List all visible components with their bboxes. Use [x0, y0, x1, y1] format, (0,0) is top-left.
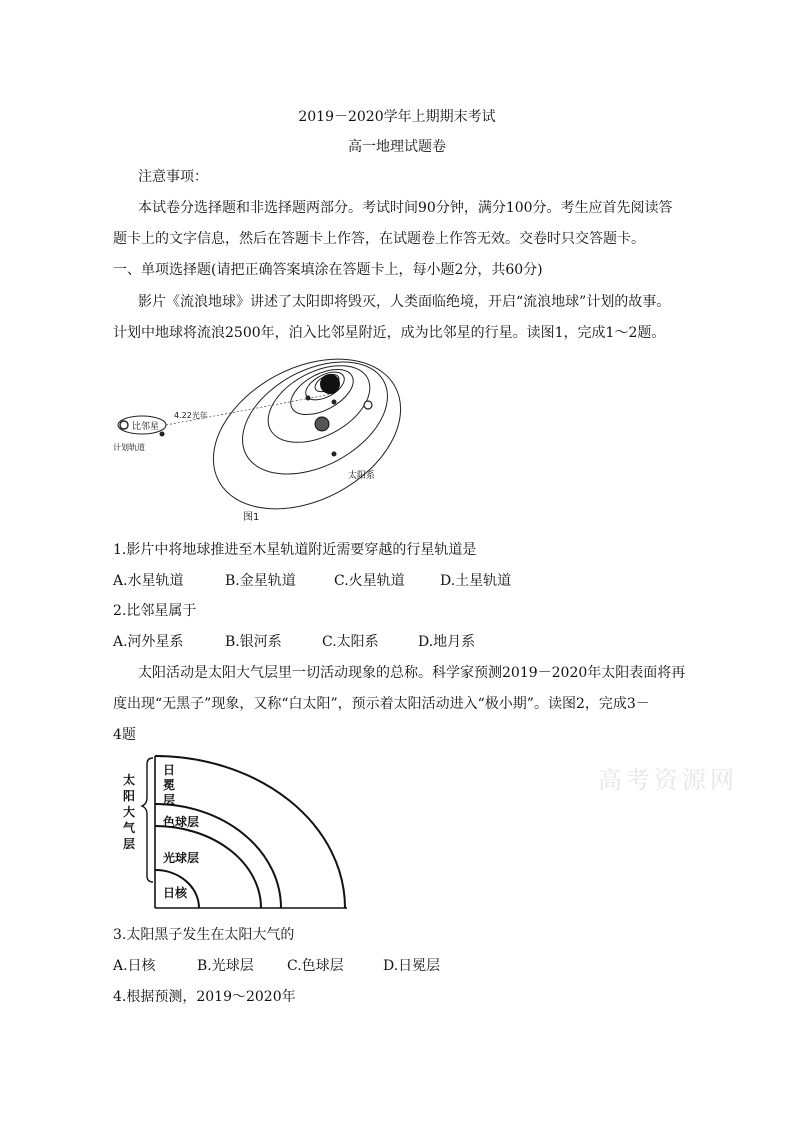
notice-line-1: 本试卷分选择题和非选择题两部分。考试时间90分钟，满分100分。考生应首先阅读答	[138, 200, 673, 216]
corona-label-char-2: 冕	[163, 778, 176, 792]
question-2-option-b: B.银河系	[225, 634, 282, 650]
atmosphere-label-char-1: 太	[123, 773, 136, 787]
exam-title: 2019－2020学年上期期末考试	[298, 109, 496, 125]
passage-2-line-2: 度出现“无黑子”现象，又称“白太阳”，预示着太阳活动进入“极小期”。读图2，完成3－	[113, 696, 650, 712]
passage-2-line-1: 太阳活动是太阳大气层里一切活动现象的总称。科学家预测2019－2020年太阳表面将再	[138, 665, 686, 681]
question-3-option-b: B.光球层	[197, 958, 254, 974]
core-label: 日核	[163, 886, 188, 900]
earth-on-orbit-icon	[160, 432, 165, 437]
question-1-stem: 1.影片中将地球推进至木星轨道附近需要穿越的行星轨道是	[113, 542, 477, 558]
figure-1-solar-system	[112, 352, 412, 527]
question-1-option-d: D.土星轨道	[440, 573, 512, 589]
question-2-stem: 2.比邻星属于	[113, 603, 197, 619]
question-1-option-b: B.金星轨道	[225, 573, 296, 589]
figure-1-caption: 图1	[243, 512, 260, 523]
question-2-option-d: D.地月系	[418, 634, 476, 650]
passage-1-line-1: 影片《流浪地球》讲述了太阳即将毁灭，人类面临绝境，开启“流浪地球”计划的故事。	[138, 294, 671, 310]
proxima-label: 比邻星	[132, 422, 160, 432]
corona-label-char-3: 层	[163, 793, 176, 807]
mars-icon	[306, 396, 311, 401]
passage-2-line-3: 4题	[113, 727, 136, 743]
question-3-option-c: C.色球层	[287, 958, 344, 974]
planned-orbit-label: 计划轨道	[113, 443, 145, 452]
notice-heading: 注意事项：	[138, 169, 208, 185]
question-1-option-a: A.水星轨道	[113, 573, 184, 589]
atmosphere-label-char-4: 气	[123, 821, 136, 835]
question-2-option-a: A.河外星系	[113, 634, 184, 650]
photosphere-label: 光球层	[163, 851, 200, 865]
question-2-option-c: C.太阳系	[322, 634, 379, 650]
question-1-option-c: C.火星轨道	[334, 573, 405, 589]
question-3-option-a: A.日核	[113, 958, 156, 974]
saturn-icon	[364, 401, 372, 409]
corona-label-char-1: 日	[163, 763, 176, 777]
atmosphere-label-char-3: 大	[123, 805, 136, 819]
atmosphere-label-char-2: 阳	[123, 789, 136, 803]
solar-system-label: 太阳系	[348, 471, 376, 481]
distance-label: 4.22光年	[174, 411, 208, 420]
uranus-icon	[332, 452, 337, 457]
sun-icon	[320, 374, 340, 394]
notice-line-2: 题卡上的文字信息，然后在答题卡上作答，在试题卷上作答无效。交卷时只交答题卡。	[113, 231, 645, 247]
chromosphere-label: 色球层	[163, 815, 200, 829]
earth-icon	[332, 400, 337, 405]
figure-2-solar-layers	[113, 752, 353, 912]
question-3-option-d: D.日冕层	[383, 958, 441, 974]
exam-subtitle: 高一地理试题卷	[348, 139, 446, 155]
question-3-stem: 3.太阳黑子发生在太阳大气的	[113, 927, 295, 943]
proxima-star-icon	[120, 421, 128, 429]
jupiter-icon	[315, 417, 329, 431]
planet-orbits	[188, 352, 412, 527]
question-4-stem: 4.根据预测，2019～2020年	[113, 989, 296, 1005]
watermark: 高考资源网	[598, 766, 738, 794]
atmosphere-label-char-5: 层	[123, 837, 136, 851]
atmosphere-brace	[142, 758, 153, 882]
section-heading: 一、单项选择题(请把正确答案填涂在答题卡上，每小题2分，共60分)	[113, 262, 543, 278]
passage-1-line-2: 计划中地球将流浪2500年，泊入比邻星附近，成为比邻星的行星。读图1，完成1～2题。	[113, 325, 666, 341]
